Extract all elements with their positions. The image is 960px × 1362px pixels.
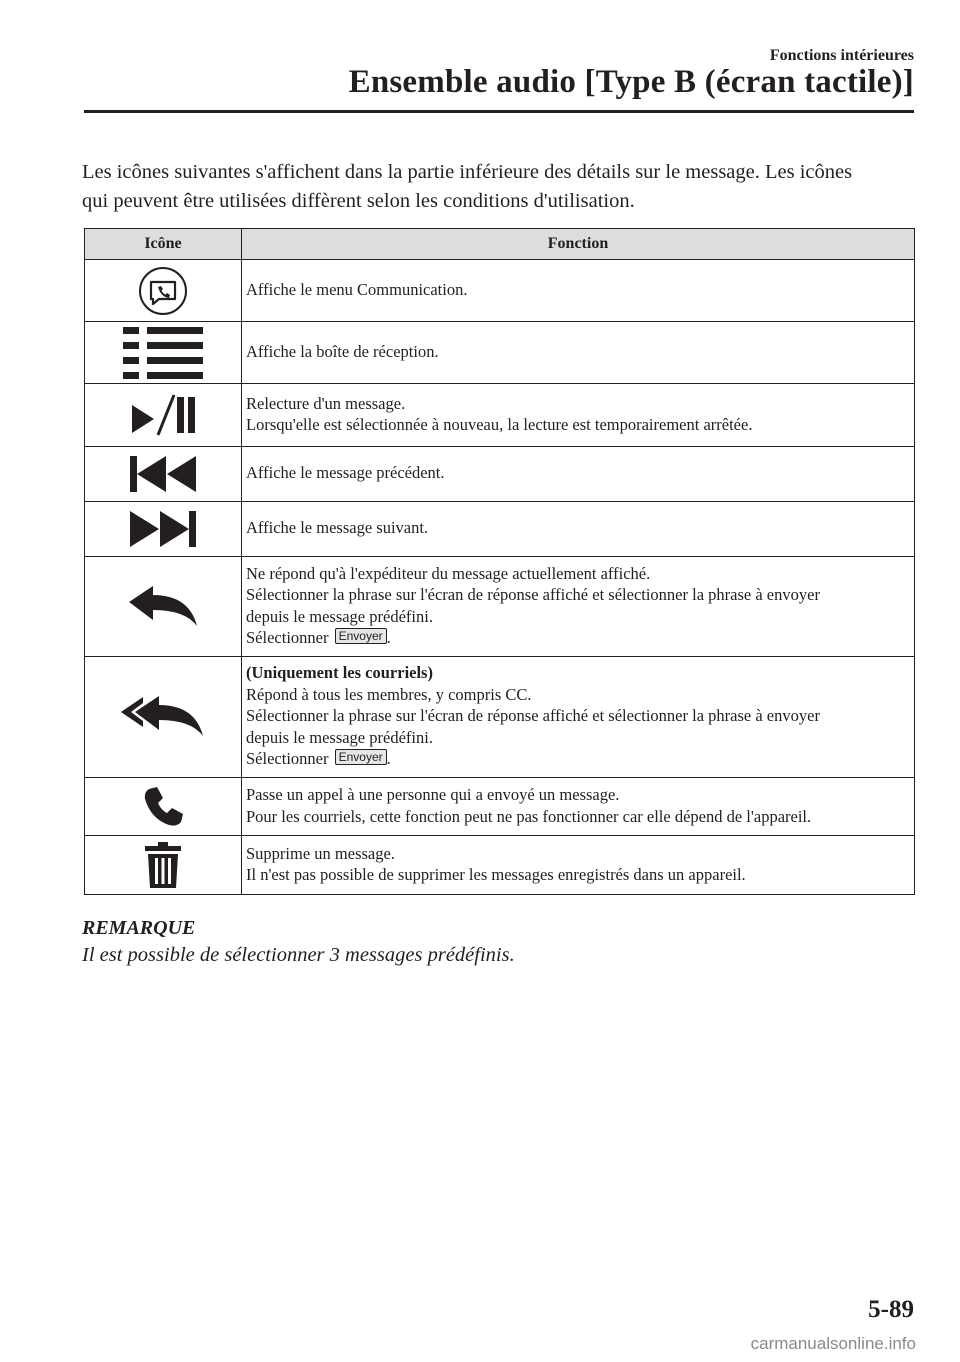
communication-icon — [85, 266, 241, 316]
table-row — [85, 778, 915, 836]
function-text: Ne répond qu'à l'expéditeur du message actuellement affiché. — [246, 563, 651, 583]
function-cell — [242, 260, 915, 322]
function-cell — [242, 657, 915, 778]
table-row — [85, 384, 915, 447]
icon-cell — [85, 260, 242, 322]
reply-all-icon — [85, 696, 241, 738]
function-text: Lorsqu'elle est sélectionnée à nouveau, la lecture est temporairement arrêtée. — [246, 415, 753, 434]
function-heading: (Uniquement les courriels) — [246, 663, 433, 683]
function-text: Sélectionner la phrase sur l'écran de réponse affiché et sélectionner la phrase à envoyer — [246, 585, 820, 604]
select-instruction — [246, 748, 908, 770]
icon-cell — [85, 384, 242, 447]
function-cell — [242, 836, 915, 895]
previous-icon — [85, 456, 241, 492]
function-text: Sélectionner la phrase sur l'écran de réponse affiché et sélectionner la phrase à envoyer — [246, 706, 820, 726]
table-row — [85, 260, 915, 322]
table-row — [85, 657, 915, 778]
function-cell — [242, 557, 915, 657]
function-cell — [242, 502, 915, 557]
function-cell — [242, 384, 915, 447]
icon-cell — [85, 836, 242, 895]
intro-paragraph: Les icônes suivantes s'affichent dans la partie inférieure des détails sur le message. Les icônes qui peuvent être utilisées diffèrent selon les conditions d'utilisation. — [82, 161, 853, 212]
function-cell — [242, 447, 915, 502]
select-suffix: . — [386, 749, 391, 769]
table-row — [85, 447, 915, 502]
icon-function-table — [84, 228, 915, 895]
table-row — [85, 502, 915, 557]
table-row — [85, 322, 915, 384]
note-text: Il est possible de sélectionner 3 messages prédéfinis. — [82, 944, 515, 966]
select-prefix: Sélectionner — [246, 749, 329, 769]
phone-icon — [85, 787, 241, 827]
icon-cell — [85, 557, 242, 657]
function-cell — [242, 322, 915, 384]
icon-cell — [85, 502, 242, 557]
next-icon — [85, 511, 241, 547]
select-prefix: Sélectionner — [246, 628, 329, 647]
page-number: 5-89 — [868, 1296, 914, 1323]
function-text: Supprime un message. — [246, 843, 395, 863]
header-divider — [84, 110, 914, 113]
icon-cell — [85, 778, 242, 836]
trash-icon — [85, 842, 241, 888]
function-text: depuis le message prédéfini. — [246, 606, 433, 626]
icon-cell — [85, 322, 242, 384]
function-text: Répond à tous les membres, y compris CC. — [246, 684, 532, 704]
table-row — [85, 836, 915, 895]
watermark: carmanualsonline.info — [750, 1334, 916, 1353]
function-text: Pour les courriels, cette fonction peut ne pas fonctionner car elle dépend de l'appareil. — [246, 806, 812, 826]
column-header-icon: Icône — [85, 229, 242, 260]
table-header-row — [85, 229, 915, 260]
note-title: REMARQUE — [82, 917, 196, 939]
function-text: Relecture d'un message. — [246, 393, 406, 413]
reply-icon — [85, 586, 241, 628]
function-text: Affiche le message suivant. — [246, 518, 429, 538]
function-text: Affiche le message précédent. — [246, 463, 445, 483]
select-instruction — [246, 627, 908, 649]
inbox-list-icon — [85, 327, 241, 379]
play-pause-icon — [85, 393, 241, 437]
table-row — [85, 557, 915, 657]
icon-cell — [85, 657, 242, 778]
select-suffix: . — [386, 628, 391, 647]
function-text: depuis le message prédéfini. — [246, 727, 433, 747]
function-text: Affiche le menu Communication. — [246, 279, 468, 299]
function-text: Passe un appel à une personne qui a envoyé un message. — [246, 785, 620, 804]
envoyer-button: Envoyer — [335, 749, 387, 765]
envoyer-button: Envoyer — [335, 628, 387, 644]
page-title: Ensemble audio [Type B (écran tactile)] — [348, 64, 914, 100]
function-text: Il n'est pas possible de supprimer les messages enregistrés dans un appareil. — [246, 865, 746, 884]
function-cell — [242, 778, 915, 836]
section-label: Fonctions intérieures — [769, 47, 914, 64]
column-header-function: Fonction — [242, 229, 915, 260]
icon-cell — [85, 447, 242, 502]
function-text: Affiche la boîte de réception. — [246, 341, 439, 361]
